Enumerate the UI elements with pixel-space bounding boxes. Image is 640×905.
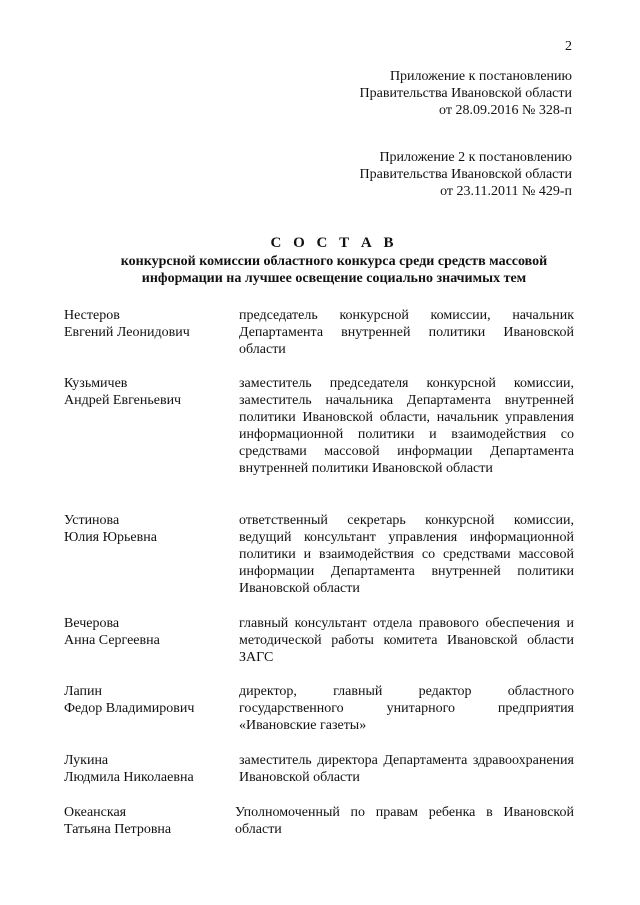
document-heading (96, 235, 572, 287)
document-subtitle-line: конкурсной комиссии областного конкурса среди средств массовой (120, 254, 548, 269)
member-surname: Вечерова (64, 616, 120, 631)
appendix-line: от 23.11.2011 № 429-п (440, 184, 572, 199)
appendix-line: от 28.09.2016 № 328-п (439, 103, 572, 118)
member-role: заместитель председателя конкурсной комиссии, заместитель начальника Департамента внутренней политики Ивановской области, начальник управления информационной политики и взаимодействия со средствами массовой информации Департамента внутренней политики Ивановской области (239, 376, 574, 476)
commission-members-list (64, 307, 574, 844)
member-given-names: Андрей Евгеньевич (64, 393, 182, 408)
appendix-line: Правительства Ивановской области (359, 86, 572, 101)
member-row (64, 683, 574, 752)
member-surname: Океанская (64, 805, 127, 820)
appendix-line: Правительства Ивановской области (359, 167, 572, 182)
member-surname: Устинова (64, 513, 120, 528)
member-given-names: Юлия Юрьевна (64, 530, 157, 545)
member-given-names: Федор Владимирович (64, 701, 195, 716)
member-surname: Кузьмичев (64, 376, 128, 391)
member-row (64, 375, 574, 512)
member-name (64, 375, 239, 512)
member-given-names: Анна Сергеевна (64, 633, 160, 648)
member-role: директор, главный редактор областного государственного унитарного предприятия «Ивановские газеты» (239, 684, 574, 733)
member-name (64, 683, 239, 752)
appendix-note-original (360, 149, 572, 200)
member-role: Уполномоченный по правам ребенка в Ивановской области (235, 805, 574, 837)
member-name (64, 615, 239, 683)
member-name (64, 804, 239, 844)
member-given-names: Евгений Леонидович (64, 325, 190, 340)
member-role: председатель конкурсной комиссии, начальник Департамента внутренней политики Ивановской области (239, 308, 574, 357)
member-surname: Нестеров (64, 308, 120, 323)
member-row (64, 512, 574, 615)
member-row (64, 307, 574, 375)
member-surname: Лапин (64, 684, 103, 699)
member-name (64, 512, 239, 615)
member-row (64, 804, 574, 844)
member-given-names: Людмила Николаевна (64, 770, 194, 785)
document-title: С О С Т А В (270, 235, 398, 251)
member-role: главный консультант отдела правового обеспечения и методической работы комитета Ивановской области ЗАГС (239, 616, 574, 665)
document-subtitle-line: информации на лучшее освещение социально значимых тем (141, 271, 527, 286)
member-row (64, 615, 574, 683)
appendix-line: Приложение 2 к постановлению (379, 150, 572, 165)
member-name (64, 752, 239, 804)
member-role: ответственный секретарь конкурсной комиссии, ведущий консультант управления информационной политики и взаимодействия со средствами массовой информации Департамента внутренней политики Ивановской области (239, 513, 574, 596)
appendix-note-current (360, 68, 572, 119)
member-given-names: Татьяна Петровна (64, 822, 172, 837)
member-row (64, 752, 574, 804)
member-surname: Лукина (64, 753, 109, 768)
page-number: 2 (565, 39, 572, 54)
member-name (64, 307, 239, 375)
appendix-line: Приложение к постановлению (389, 69, 572, 84)
member-role: заместитель директора Департамента здравоохранения Ивановской области (239, 753, 574, 785)
